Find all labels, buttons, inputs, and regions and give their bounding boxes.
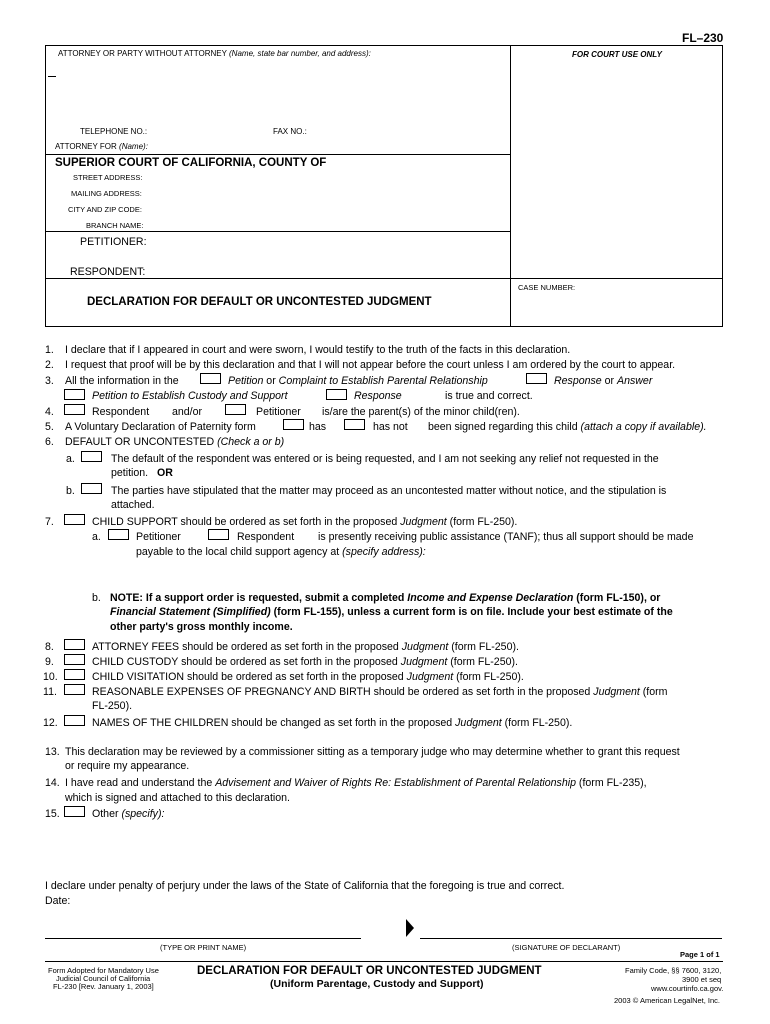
item-10-number: 10. <box>43 671 58 683</box>
type-name-label: (TYPE OR PRINT NAME) <box>160 943 247 952</box>
item-6a-text-2: petition. OR <box>111 467 173 479</box>
item-4-respondent: Respondent <box>92 406 150 418</box>
item-13-number: 13. <box>45 746 60 758</box>
telephone-label: TELEPHONE NO.: <box>80 127 148 136</box>
item-6a-letter: a. <box>66 453 75 465</box>
respondent-parent-checkbox[interactable] <box>64 404 85 415</box>
paternity-has-not-checkbox[interactable] <box>344 419 365 430</box>
city-label: CITY AND ZIP CODE: <box>68 205 142 214</box>
fax-label: FAX NO.: <box>273 127 307 136</box>
item-7b-note: NOTE: If a support order is requested, submit a completed Income and Expense Declaration (form FL-150), or <box>110 592 661 604</box>
attorney-fees-checkbox[interactable] <box>64 639 85 650</box>
item-3-text-a: All the information in the <box>65 375 179 387</box>
petitioner-label: PETITIONER: <box>80 236 147 248</box>
default-checkbox[interactable] <box>81 451 102 462</box>
item-3-text-d: Petition to Establish Custody and Support <box>92 390 288 402</box>
header-bottom-border <box>45 326 723 327</box>
item-6-text: DEFAULT OR UNCONTESTED (Check a or b) <box>65 436 285 448</box>
item-7a-respondent: Respondent <box>237 531 295 543</box>
item-7a-petitioner: Petitioner <box>136 531 181 543</box>
family-code: Family Code, §§ 7600, 3120, <box>625 966 722 975</box>
uncontested-checkbox[interactable] <box>81 483 102 494</box>
item-3-text-e: Response <box>354 390 402 402</box>
item-4-number: 4. <box>45 406 54 418</box>
item-5-text-a: A Voluntary Declaration of Paternity form <box>65 421 256 433</box>
name-line <box>45 938 361 939</box>
branch-label: BRANCH NAME: <box>86 221 144 230</box>
item-3-text-f: is true and correct. <box>445 390 533 402</box>
item-14-text-2: which is signed and attached to this declaration. <box>65 792 290 804</box>
child-support-checkbox[interactable] <box>64 514 85 525</box>
item-3-number: 3. <box>45 375 54 387</box>
adopted-line-2: Judicial Council of California <box>56 974 151 983</box>
header-top-border <box>45 45 723 46</box>
petition-checkbox[interactable] <box>200 373 221 384</box>
item-3-text-c: Response or Answer <box>554 375 653 387</box>
custody-response-checkbox[interactable] <box>326 389 347 400</box>
item-13-text-2: or require my appearance. <box>65 760 190 772</box>
item-6a-text: The default of the respondent was entered or is being requested, and I am not seeking any relief not requested in the <box>111 453 659 465</box>
item-2-text: I request that proof will be by this declaration and that I will not appear before the court unless I am ordered by the court to appear. <box>65 359 676 371</box>
item-15-text: Other (specify): <box>92 808 165 820</box>
item-4-text: is/are the parent(s) of the minor child(ren). <box>322 406 520 418</box>
item-6-number: 6. <box>45 436 54 448</box>
item-7-text: CHILD SUPPORT should be ordered as set forth in the proposed Judgment (form FL-250). <box>92 516 518 528</box>
custody-petition-checkbox[interactable] <box>64 389 85 400</box>
adopted-line-3: FL-230 [Rev. January 1, 2003] <box>53 982 154 991</box>
child-visitation-checkbox[interactable] <box>64 669 85 680</box>
form-id: FL–230 <box>682 31 724 45</box>
signature-line <box>420 938 722 939</box>
form-title: DECLARATION FOR DEFAULT OR UNCONTESTED JUDGMENT <box>87 296 432 308</box>
mailing-label: MAILING ADDRESS: <box>71 189 142 198</box>
perjury-statement: I declare under penalty of perjury under the laws of the State of California that the foregoing is true and correct. <box>45 880 565 892</box>
item-1-text: I declare that if I appeared in court and were sworn, I would testify to the truth of the facts in this declaration. <box>65 344 571 356</box>
street-label: STREET ADDRESS: <box>73 173 143 182</box>
court-use-divider <box>510 45 511 327</box>
item-14-number: 14. <box>45 777 60 789</box>
mark-dash <box>48 76 56 77</box>
item-8-text: ATTORNEY FEES should be ordered as set forth in the proposed Judgment (form FL-250). <box>92 641 519 653</box>
item-5-has: has <box>309 421 327 433</box>
item-3-text-b: Petition or Complaint to Establish Parental Relationship <box>228 375 488 387</box>
header-right-border <box>722 45 723 327</box>
item-7-number: 7. <box>45 516 54 528</box>
footer-rule <box>45 961 723 962</box>
item-13-text: This declaration may be reviewed by a commissioner sitting as a temporary judge who may determine whether to grant this request <box>65 746 680 758</box>
respondent-label: RESPONDENT: <box>70 266 146 278</box>
item-14-text: I have read and understand the Advisement and Waiver of Rights Re: Establishment of Parental Relationship (form FL-235), <box>65 777 647 789</box>
item-7b-note-3: other party's gross monthly income. <box>110 621 293 633</box>
item-8-number: 8. <box>45 641 54 653</box>
page-number: Page 1 of 1 <box>680 950 720 959</box>
item-7a-text: is presently receiving public assistance (TANF); thus all support should be made <box>318 531 694 543</box>
item-7b-note-2: Financial Statement (Simplified) (form FL-155), unless a current form is on file. Include your best estimate of the <box>110 606 673 618</box>
item-11-text-2: FL-250). <box>92 700 133 712</box>
paternity-has-checkbox[interactable] <box>283 419 304 430</box>
other-checkbox[interactable] <box>64 806 85 817</box>
court-use-label: FOR COURT USE ONLY <box>572 50 662 59</box>
date-label: Date: <box>45 895 71 907</box>
item-1-number: 1. <box>45 344 54 356</box>
item-5-text-b: been signed regarding this child (attach a copy if available). <box>428 421 707 433</box>
court-website: www.courtinfo.ca.gov. <box>651 984 724 993</box>
item-6b-text-2: attached. <box>111 499 155 511</box>
case-divider <box>45 278 723 279</box>
item-2-number: 2. <box>45 359 54 371</box>
tanf-respondent-checkbox[interactable] <box>208 529 229 540</box>
child-custody-checkbox[interactable] <box>64 654 85 665</box>
attorney-label: ATTORNEY OR PARTY WITHOUT ATTORNEY (Name, state bar number, and address): <box>58 49 371 58</box>
item-12-number: 12. <box>43 717 58 729</box>
footer-subtitle: (Uniform Parentage, Custody and Support) <box>270 978 484 990</box>
family-code-2: 3900 et seq <box>682 975 722 984</box>
signature-arrow-icon <box>405 918 415 938</box>
item-5-number: 5. <box>45 421 54 433</box>
item-9-number: 9. <box>45 656 54 668</box>
item-12-text: NAMES OF THE CHILDREN should be changed as set forth in the proposed Judgment (form FL-250). <box>92 717 573 729</box>
item-11-text: REASONABLE EXPENSES OF PREGNANCY AND BIRTH should be ordered as set forth in the proposed Judgment (form <box>92 686 668 698</box>
item-7b-letter: b. <box>92 592 101 604</box>
tanf-petitioner-checkbox[interactable] <box>108 529 129 540</box>
item-5-has-not: has not <box>373 421 408 433</box>
attorney-for-label: ATTORNEY FOR (Name): <box>55 142 148 151</box>
item-11-number: 11. <box>43 686 57 698</box>
item-6b-letter: b. <box>66 485 75 497</box>
header-left-border <box>45 45 46 327</box>
signature-label: (SIGNATURE OF DECLARANT) <box>512 943 621 952</box>
children-names-checkbox[interactable] <box>64 715 85 726</box>
adopted-line-1: Form Adopted for Mandatory Use <box>48 966 159 975</box>
court-divider <box>45 231 510 232</box>
case-number-label: CASE NUMBER: <box>518 283 576 292</box>
item-4-petitioner: Petitioner <box>256 406 301 418</box>
court-heading: SUPERIOR COURT OF CALIFORNIA, COUNTY OF <box>55 157 327 169</box>
attorney-divider <box>45 154 510 155</box>
pregnancy-expenses-checkbox[interactable] <box>64 684 85 695</box>
footer-title: DECLARATION FOR DEFAULT OR UNCONTESTED JUDGMENT <box>197 965 542 977</box>
response-answer-checkbox[interactable] <box>526 373 547 384</box>
item-10-text: CHILD VISITATION should be ordered as set forth in the proposed Judgment (form FL-250). <box>92 671 524 683</box>
item-4-andor: and/or <box>172 406 203 418</box>
item-6b-text: The parties have stipulated that the matter may proceed as an uncontested matter without notice, and the stipulation is <box>111 485 667 497</box>
item-9-text: CHILD CUSTODY should be ordered as set forth in the proposed Judgment (form FL-250). <box>92 656 518 668</box>
item-7a-letter: a. <box>92 531 101 543</box>
item-7a-text-2: payable to the local child support agency at (specify address): <box>136 546 426 558</box>
copyright: 2003 © American LegalNet, Inc. <box>614 996 721 1005</box>
item-15-number: 15. <box>45 808 60 820</box>
petitioner-parent-checkbox[interactable] <box>225 404 246 415</box>
